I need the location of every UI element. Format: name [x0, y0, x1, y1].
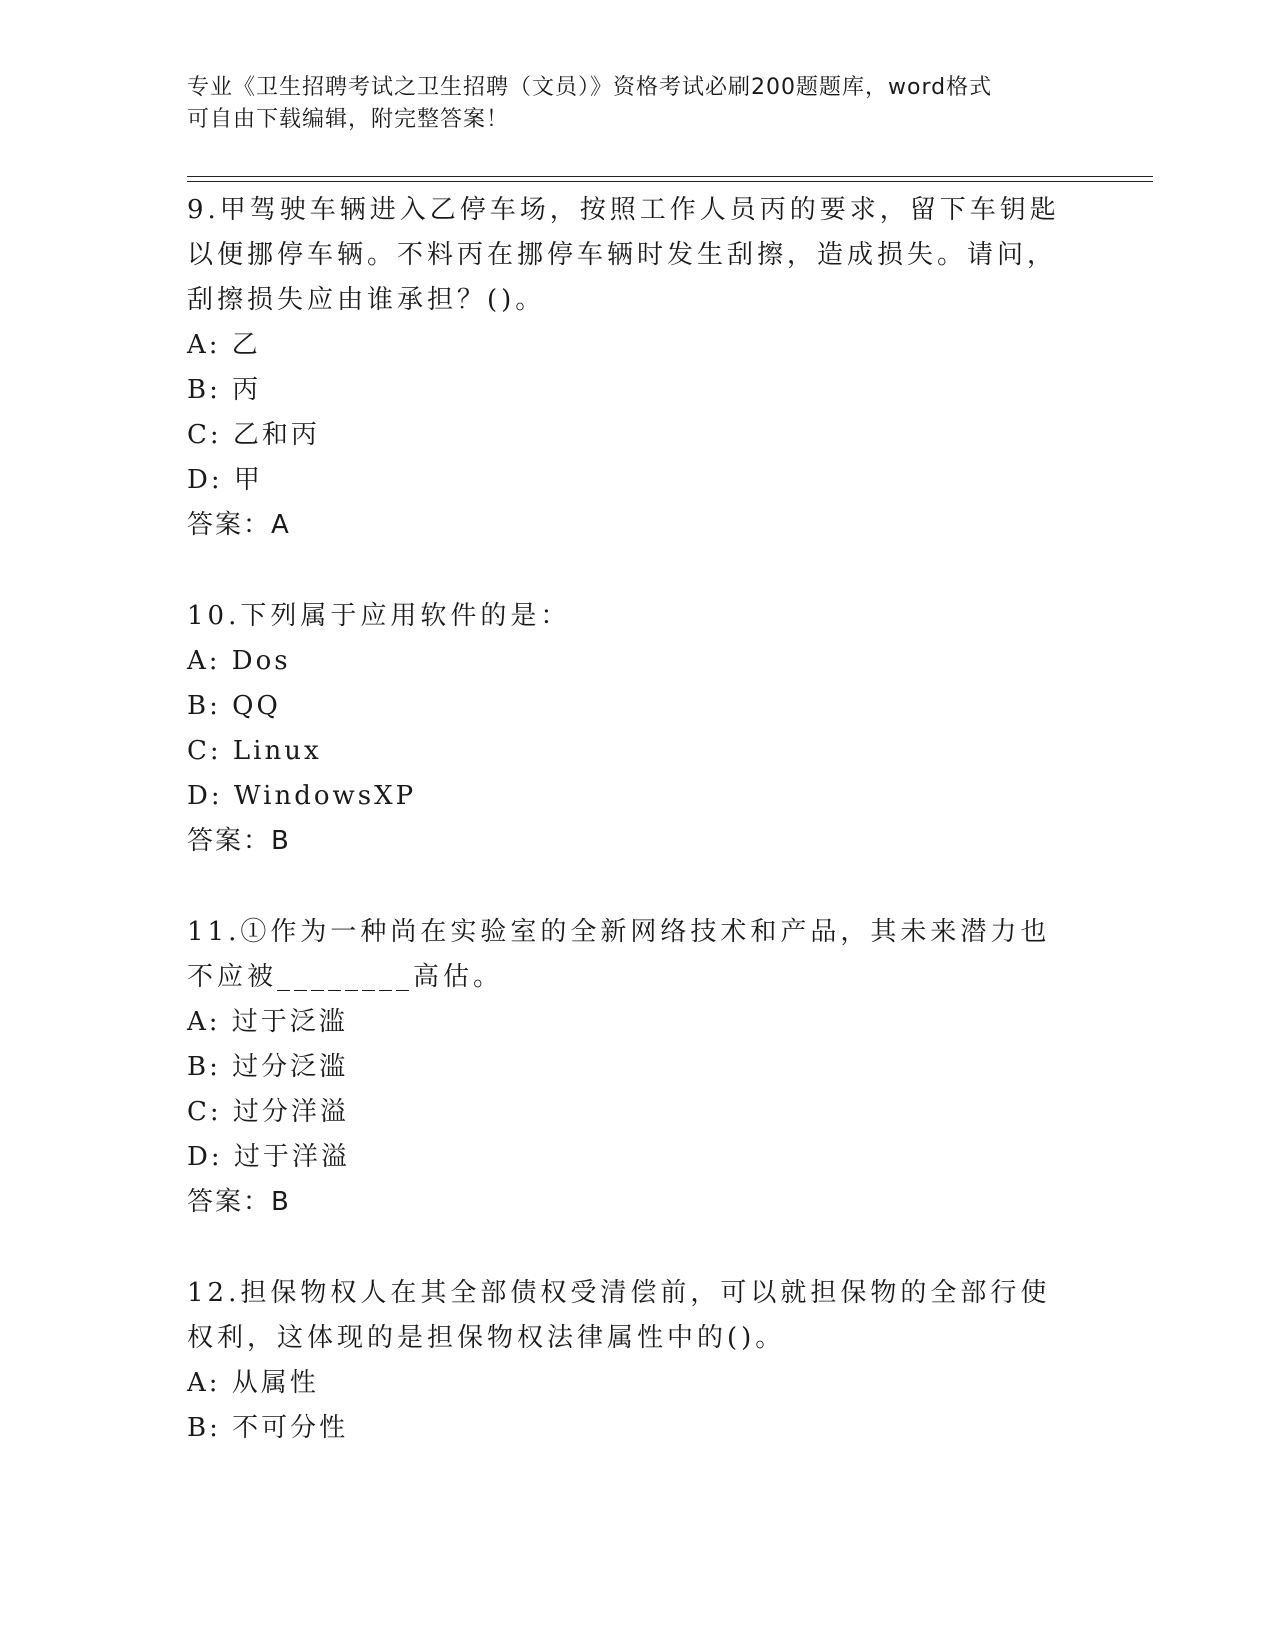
question-12 — [187, 1271, 1067, 1451]
question-10 — [187, 594, 1067, 864]
option-b: B: QQ — [187, 691, 281, 721]
question-list — [187, 188, 1067, 1497]
question-11 — [187, 910, 1067, 1225]
option-d: D: 甲 — [187, 465, 263, 495]
question-text: 10.下列属于应用软件的是： — [187, 601, 571, 631]
option-b: B: 丙 — [187, 375, 262, 405]
header-line-1: 专业《卫生招聘考试之卫生招聘（文员）》资格考试必刷200题题库，word格式 — [187, 75, 993, 100]
question-9 — [187, 188, 1067, 548]
header-divider-top — [187, 176, 1153, 177]
answer-line: 答案：B — [187, 826, 291, 856]
option-a: A: 乙 — [187, 330, 261, 360]
document-header — [187, 72, 1067, 136]
header-line-2: 可自由下载编辑，附完整答案！ — [187, 107, 510, 132]
question-text: 12.担保物权人在其全部债权受清偿前，可以就担保物的全部行使权利，这体现的是担保物权法律属性中的()。 — [187, 1278, 1051, 1353]
option-d: D: 过于洋溢 — [187, 1142, 350, 1172]
answer-line: 答案：A — [187, 510, 291, 540]
option-b: B: 不可分性 — [187, 1413, 349, 1443]
option-c: C: 乙和丙 — [187, 420, 320, 450]
option-d: D: WindowsXP — [187, 781, 417, 811]
option-c: C: 过分洋溢 — [187, 1097, 349, 1127]
answer-line: 答案：B — [187, 1187, 291, 1217]
option-a: A: Dos — [187, 646, 291, 676]
option-b: B: 过分泛滥 — [187, 1052, 349, 1082]
header-divider-bottom — [187, 181, 1153, 182]
question-text: 9.甲驾驶车辆进入乙停车场，按照工作人员丙的要求，留下车钥匙以便挪停车辆。不料丙在挪停车辆时发生刮擦，造成损失。请问，刮擦损失应由谁承担？()。 — [187, 195, 1060, 315]
option-a: A: 从属性 — [187, 1368, 319, 1398]
option-a: A: 过于泛滥 — [187, 1007, 348, 1037]
option-c: C: Linux — [187, 736, 322, 766]
question-text: 11.①作为一种尚在实验室的全新网络技术和产品，其未来潜力也不应被________高估。 — [187, 917, 1051, 992]
